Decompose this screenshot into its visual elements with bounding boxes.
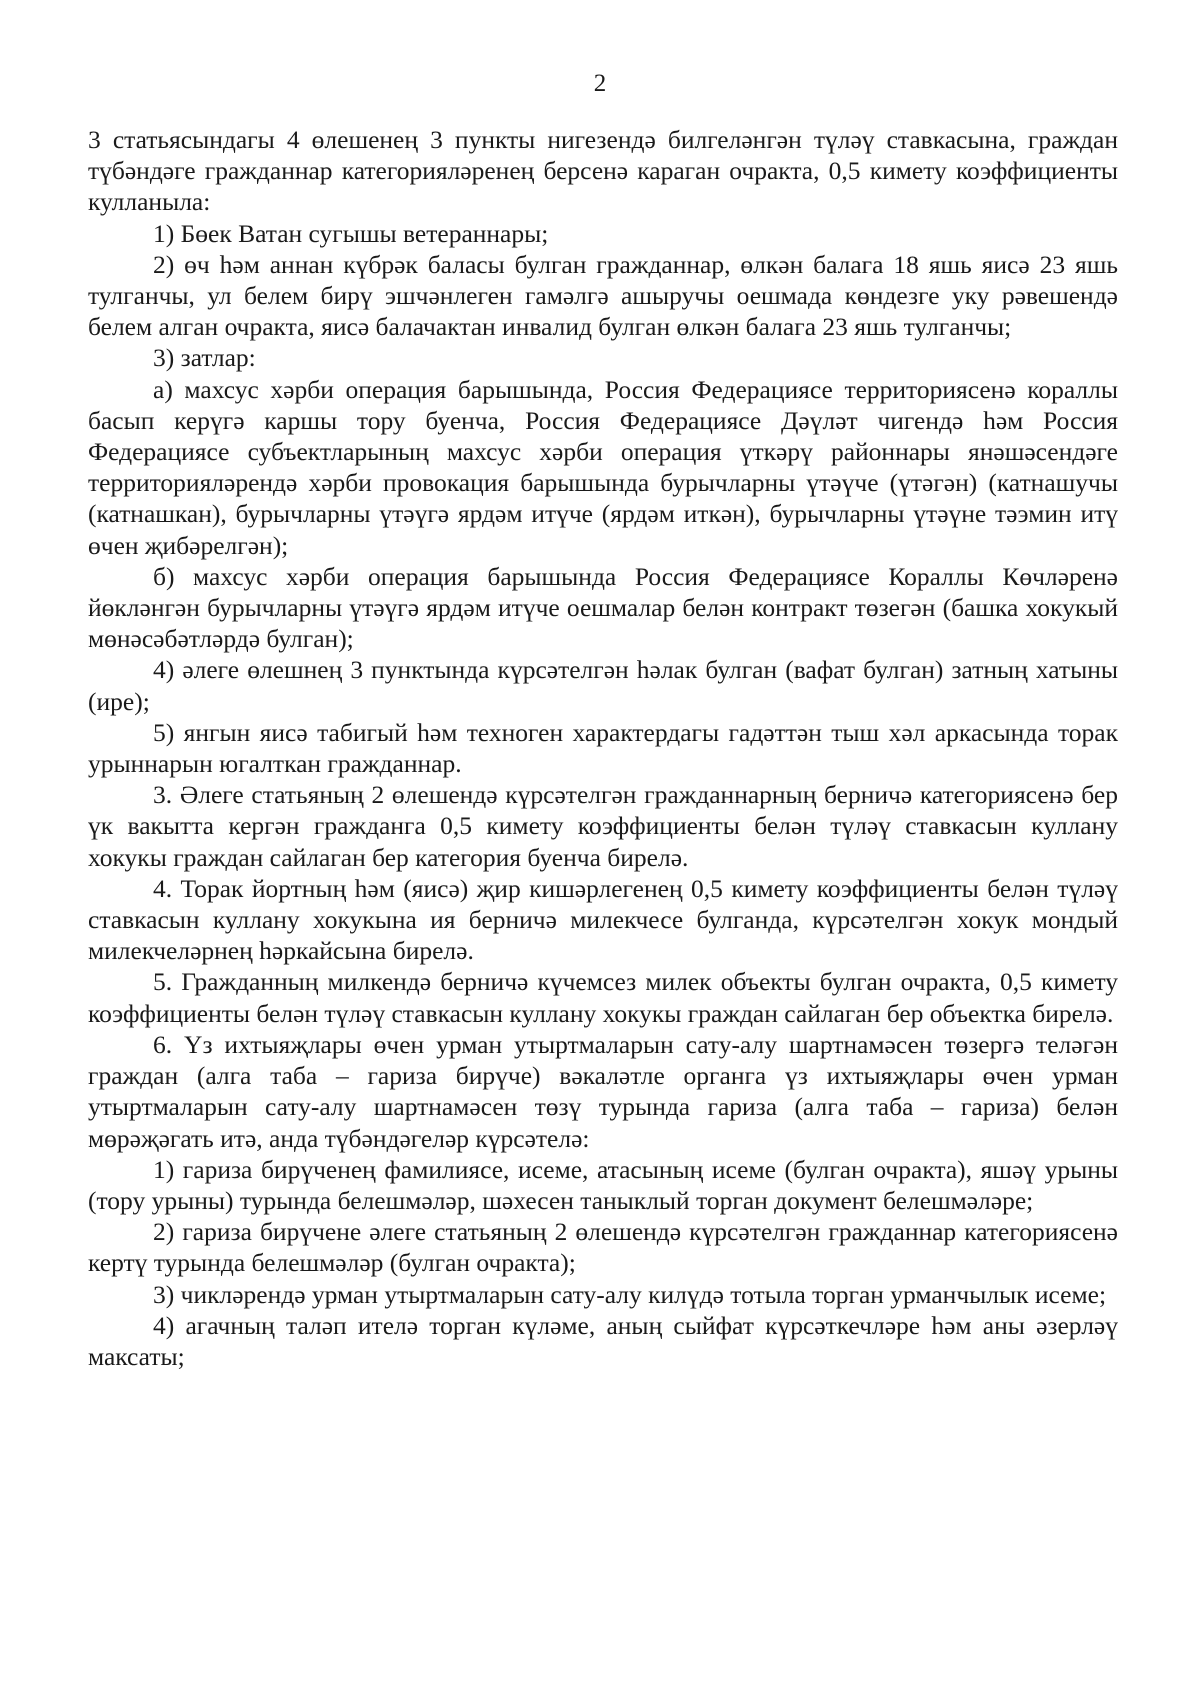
sub-list-item: б) махсус хәрби операция барышында Россия Федерациясе Кораллы Көчләренә йөкләнгән бурычларны үтәүгә ярдәм итүче оешмалар белән контракт төзегән (башка хокукый мөнәсәбәтләрдә булган); (88, 561, 1118, 654)
list-item: 4) агачның таләп ителә торган күләме, аның сыйфат күрсәткечләре һәм аны әзерләү максаты; (88, 1310, 1118, 1371)
list-item: 1) Бөек Ватан сугышы ветераннары; (153, 218, 549, 248)
page-number: 2 (593, 70, 607, 97)
paragraph: 4. Торак йортның һәм (яисә) җир кишәрлегенең 0,5 кимету коэффициенты белән түләү ставкасын куллану хокукына ия берничә милекчесе булганда, күрсәтелгән хокук мондый милекчеләрнең һәркайсына бирелә. (88, 873, 1118, 966)
paragraph: 6. Үз ихтыяҗлары өчен урман утыртмаларын сату-алу шартнамәсен төзергә теләгән граждан (алга таба – гариза бирүче) вәкаләтле органга үз ихтыяҗлары өчен урман утыртмаларын сату-алу шартнамәсен төзү турында гариза (алга таба – гариза) белән мөрәҗәгать итә, анда түбәндәгеләр күрсәтелә: (88, 1029, 1118, 1153)
document-body (88, 124, 1118, 1372)
list-item: 1) гариза бирүченең фамилиясе, исеме, атасының исеме (булган очракта), яшәү урыны (тору урыны) турында белешмәләр, шәхесен таныклый торган документ белешмәләре; (88, 1154, 1118, 1215)
list-item: 4) әлеге өлешнең 3 пунктында күрсәтелгән һәлак булган (вафат булган) затның хатыны (ире); (88, 655, 1118, 716)
list-item: 2) гариза бирүчене әлеге статьяның 2 өлешендә күрсәтелгән гражданнар категориясенә кертү турында белешмәләр (булган очракта); (88, 1217, 1118, 1278)
list-item: 3) затлар: (153, 343, 256, 373)
list-item: 2) өч һәм аннан күбрәк баласы булган гражданнар, өлкән балага 18 яшь яисә 23 яшь тулганчы, ул белем бирү эшчәнлеген гамәлгә ашыручы оешмада көндезге уку рәвешендә белем алган очракта, яисә балачактан инвалид булган өлкән балага 23 яшь тулганчы; (88, 249, 1118, 342)
paragraph: 3 статьясындагы 4 өлешенең 3 пункты нигезендә билгеләнгән түләү ставкасына, граждан түбәндәге гражданнар категорияләренең берсенә караган очракта, 0,5 кимету коэффициенты кулланыла: (88, 125, 1118, 217)
list-item: 5) янгын яисә табигый һәм техноген характердагы гадәттән тыш хәл аркасында торак урыннарын югалткан гражданнар. (88, 717, 1118, 779)
sub-list-item: а) махсус хәрби операция барышында, Россия Федерациясе территориясенә кораллы басып керүгә каршы тору буенча, Россия Федерациясе Дәүләт чигендә һәм Россия Федерациясе субъектларының махсус хәрби операция үткәрү районнары янәшәсендәге территорияләрендә хәрби провокация барышында бурычларны үтәүче (үтәгән) (катнашучы (катнашкан), бурычларны үтәүгә ярдәм итүче (ярдәм иткән), бурычларны үтәүне тәэмин итү өчен җибәрелгән); (88, 374, 1118, 560)
list-item: 3) чикләрендә урман утыртмаларын сату-алу килүдә тотыла торган урманчылык исеме; (153, 1279, 1107, 1309)
paragraph: 5. Гражданның милкендә берничә күчемсез милек объекты булган очракта, 0,5 кимету коэффициенты белән түләү ставкасын куллану хокукы граждан сайлаган бер объектка бирелә. (88, 967, 1118, 1028)
paragraph: 3. Әлеге статьяның 2 өлешендә күрсәтелгән гражданнарның берничә категориясенә бер үк вакытта кергән гражданга 0,5 кимету коэффициенты белән түләү ставкасын куллану хокукы граждан сайлаган бер категория буенча бирелә. (88, 780, 1118, 872)
